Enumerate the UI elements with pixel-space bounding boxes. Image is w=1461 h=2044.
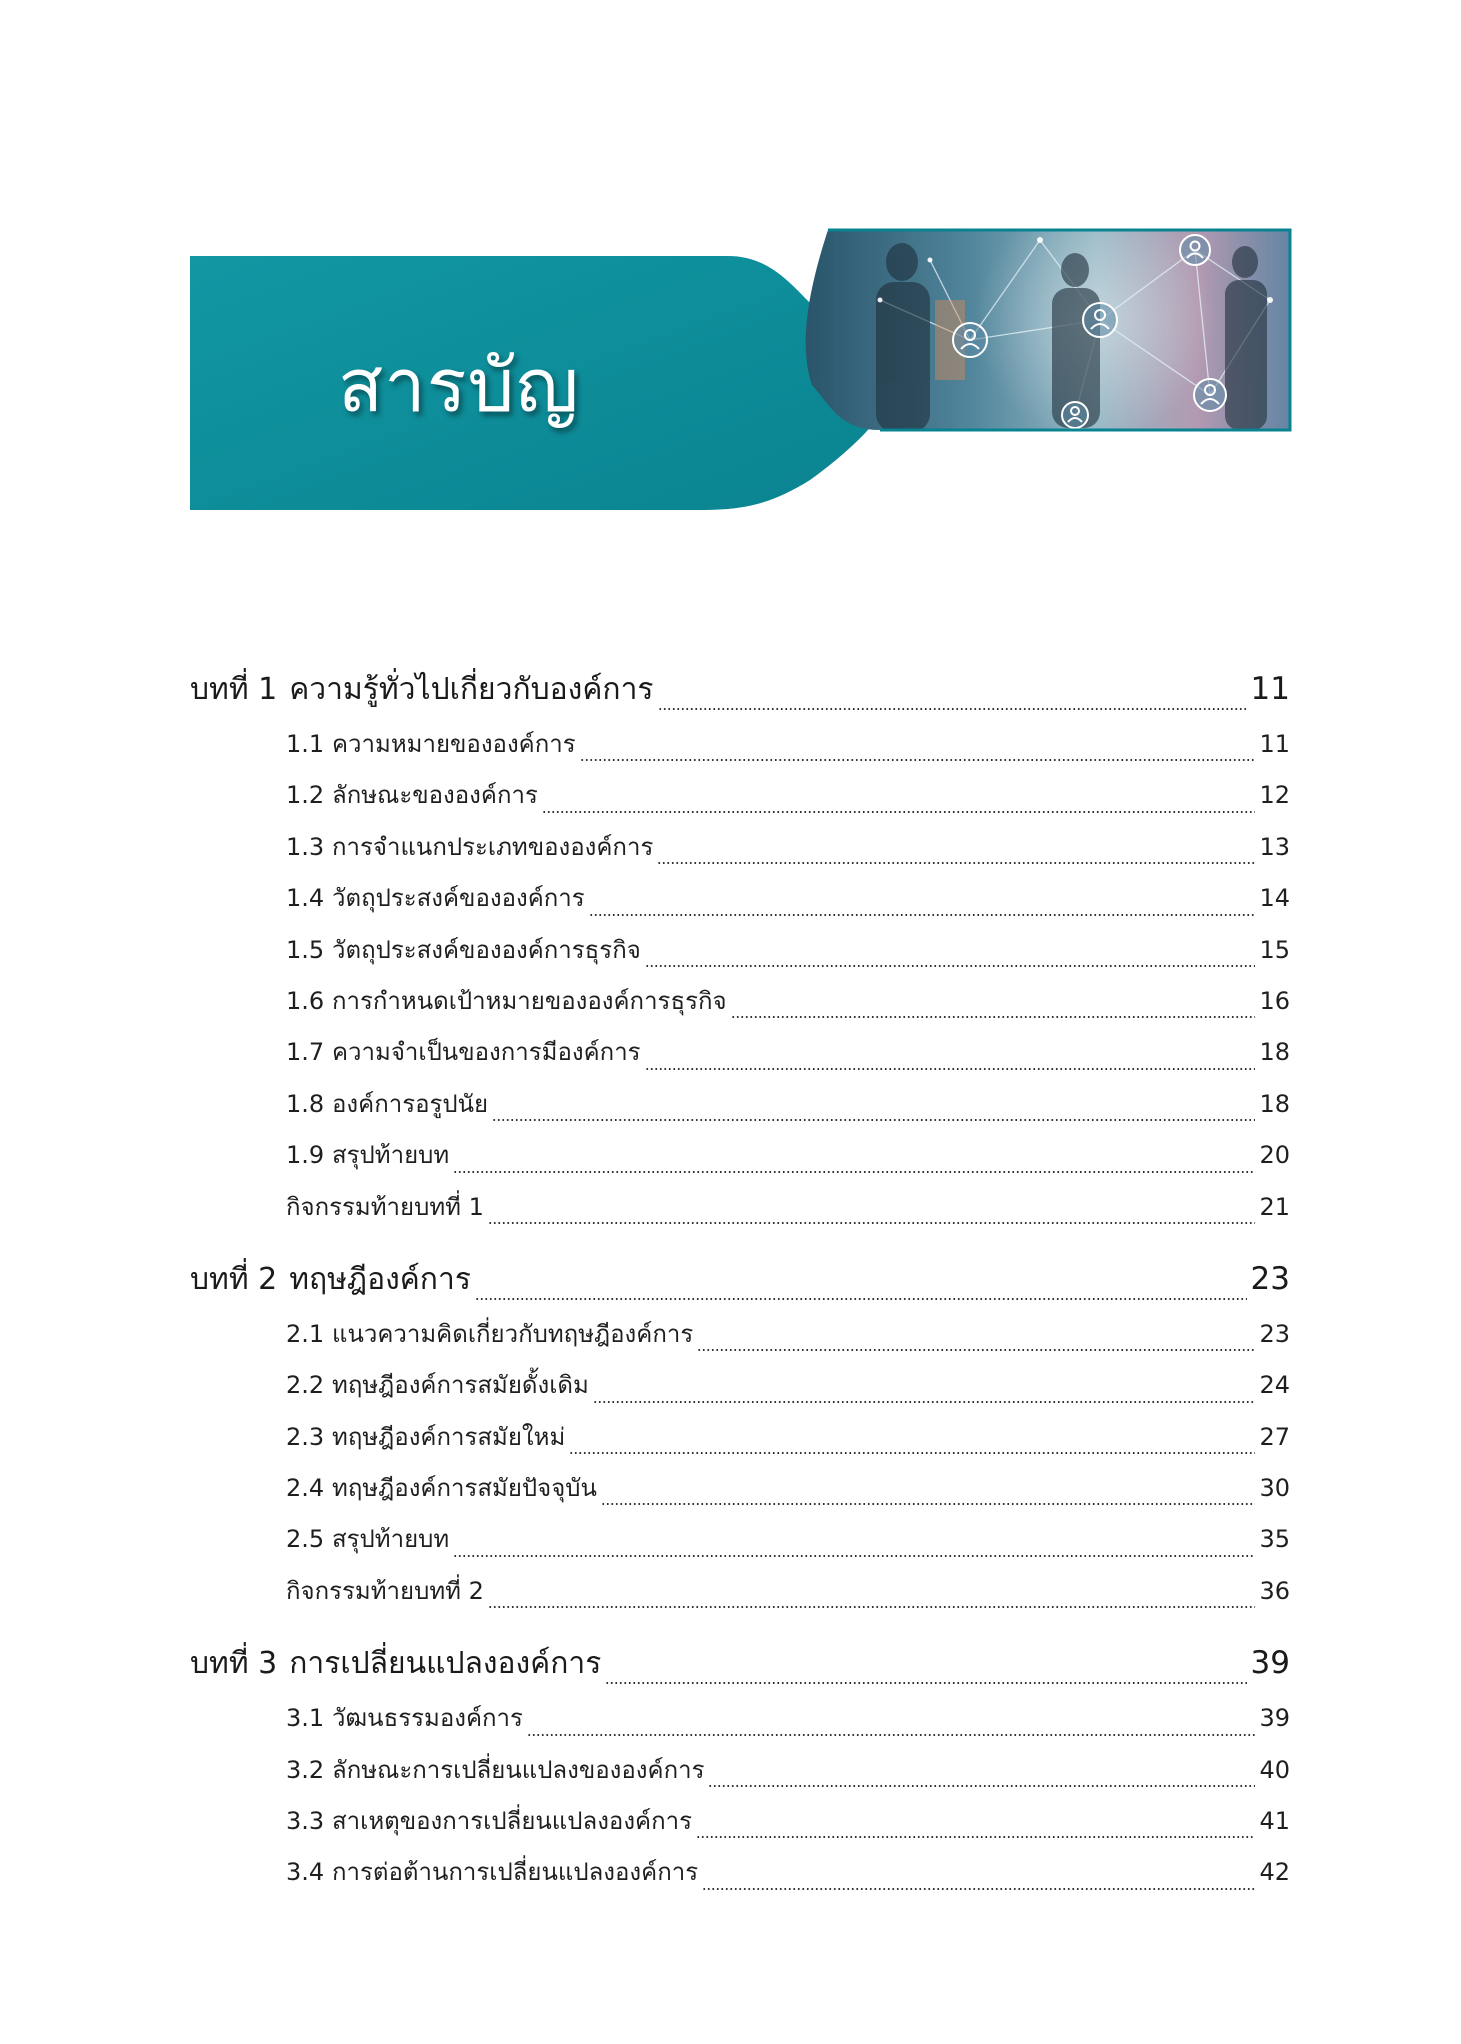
entry-title: ความจำเป็นของการมีองค์การ [332,1038,641,1067]
page-number: 18 [1259,1089,1290,1118]
page-title: สารบัญ [338,343,580,429]
toc-entry [286,771,1290,822]
dot-leader [488,1222,1256,1224]
dot-leader [658,708,1247,710]
dot-leader [569,1452,1255,1454]
entry-title: แนวความคิดเกี่ยวกับทฤษฎีองค์การ [332,1319,694,1348]
dot-leader [708,1785,1255,1787]
dot-leader [605,1682,1246,1684]
entry-title: องค์การอรูปนัย [332,1089,489,1118]
entry-title: สรุปท้ายบท [332,1525,450,1554]
toc-entry [286,874,1290,925]
page-number: 30 [1259,1474,1290,1503]
chapter-number: บทที่ 2 [190,1261,278,1297]
toc-chapter [190,1250,1290,1310]
chapter-title: การเปลี่ยนแปลงองค์การ [289,1646,602,1682]
dot-leader [696,1836,1255,1838]
entry-number: 1.8 [286,1089,325,1118]
page-number: 16 [1259,986,1290,1015]
entry-number: 3.1 [286,1704,325,1733]
dot-leader [488,1606,1256,1608]
toc-entry [286,1310,1290,1361]
toc-entry [286,1694,1290,1745]
dot-leader [697,1349,1255,1351]
chapter-number: บทที่ 1 [190,672,278,707]
entry-title: วัตถุประสงค์ขององค์การธุรกิจ [332,935,641,964]
page-number: 36 [1259,1576,1290,1605]
dot-leader [542,811,1256,813]
page-number: 23 [1259,1319,1290,1348]
entry-number: 2.5 [286,1525,325,1554]
dot-leader [453,1171,1255,1173]
header-banner [0,0,1461,560]
entry-title: วัฒนธรรมองค์การ [332,1704,523,1733]
entry-title: การจำแนกประเภทขององค์การ [332,832,654,861]
page-number: 35 [1259,1525,1290,1554]
page-number: 11 [1259,730,1290,758]
entry-number: 2.2 [286,1371,325,1400]
toc-entry [286,1515,1290,1566]
entry-number: 1.9 [286,1141,325,1170]
table-of-contents [190,660,1290,1900]
entry-title: ความหมายขององค์การ [332,730,576,758]
dot-leader [702,1888,1255,1890]
dot-leader [580,759,1256,761]
toc-entry [286,823,1290,874]
toc-entry [286,1080,1290,1131]
toc-entry [286,1131,1290,1182]
entry-title: วัตถุประสงค์ขององค์การ [332,884,585,913]
toc-entry [286,720,1290,771]
entry-number: 1.4 [286,884,325,913]
page-number: 12 [1259,781,1290,810]
page-number: 18 [1259,1038,1290,1067]
page-number: 24 [1259,1371,1290,1400]
page-number: 42 [1259,1858,1290,1887]
page-number: 15 [1259,935,1290,964]
entry-title: การกำหนดเป้าหมายขององค์การธุรกิจ [332,986,727,1015]
entry-title: ทฤษฎีองค์การสมัยดั้งเดิม [332,1371,589,1400]
toc-entry [286,1028,1290,1079]
entry-number: 1.1 [286,730,325,758]
toc-entry [286,1183,1290,1234]
page-number: 20 [1259,1141,1290,1170]
page-number: 27 [1259,1422,1290,1451]
chapter-number: บทที่ 3 [190,1646,278,1682]
toc-entry [286,1361,1290,1412]
entry-number: 2.4 [286,1474,325,1503]
page-number: 11 [1250,671,1290,707]
entry-title: กิจกรรมท้ายบทที่ 1 [286,1192,484,1221]
page-number: 14 [1259,884,1290,913]
entry-title: กิจกรรมท้ายบทที่ 2 [286,1576,484,1605]
dot-leader [453,1555,1255,1557]
entry-title: ลักษณะการเปลี่ยนแปลงขององค์การ [332,1755,705,1784]
entry-number: 1.3 [286,832,325,861]
dot-leader [645,965,1256,967]
page-number: 13 [1259,832,1290,861]
dot-leader [645,1068,1256,1070]
dot-leader [492,1119,1255,1121]
page-number: 41 [1259,1807,1290,1836]
toc-entry [286,1848,1290,1899]
toc-entry [286,1413,1290,1464]
dot-leader [657,862,1255,864]
entry-number: 1.6 [286,986,325,1015]
page-number: 23 [1250,1260,1290,1297]
toc-entry [286,1464,1290,1515]
dot-leader [589,914,1256,916]
toc-entry [286,1567,1290,1618]
entry-title: สาเหตุของการเปลี่ยนแปลงองค์การ [332,1807,692,1836]
chapter-title: ความรู้ทั่วไปเกี่ยวกับองค์การ [289,672,654,707]
entry-title: ลักษณะขององค์การ [332,781,538,810]
page-number: 21 [1259,1192,1290,1221]
page-number: 39 [1250,1645,1290,1682]
dot-leader [527,1734,1256,1736]
toc-chapter [190,660,1290,720]
dot-leader [601,1503,1256,1505]
entry-title: สรุปท้ายบท [332,1141,450,1170]
dot-leader [731,1016,1256,1018]
dot-leader [475,1298,1247,1300]
page-number: 39 [1259,1704,1290,1733]
entry-number: 3.3 [286,1807,325,1836]
dot-leader [593,1401,1256,1403]
entry-title: การต่อต้านการเปลี่ยนแปลงองค์การ [332,1858,699,1887]
toc-entry [286,1797,1290,1848]
toc-entry [286,977,1290,1028]
entry-number: 2.3 [286,1422,325,1451]
banner-photo [790,200,1300,440]
toc-entry [286,1746,1290,1797]
entry-number: 2.1 [286,1319,325,1348]
entry-number: 1.2 [286,781,325,810]
toc-entry [286,926,1290,977]
entry-title: ทฤษฎีองค์การสมัยปัจจุบัน [332,1474,597,1503]
chapter-title: ทฤษฎีองค์การ [289,1261,471,1297]
entry-number: 1.5 [286,935,325,964]
entry-title: ทฤษฎีองค์การสมัยใหม่ [332,1422,566,1451]
entry-number: 3.4 [286,1858,325,1887]
toc-chapter [190,1634,1290,1694]
banner-graphic [0,0,1461,560]
entry-number: 3.2 [286,1755,325,1784]
entry-number: 1.7 [286,1038,325,1067]
page-number: 40 [1259,1755,1290,1784]
